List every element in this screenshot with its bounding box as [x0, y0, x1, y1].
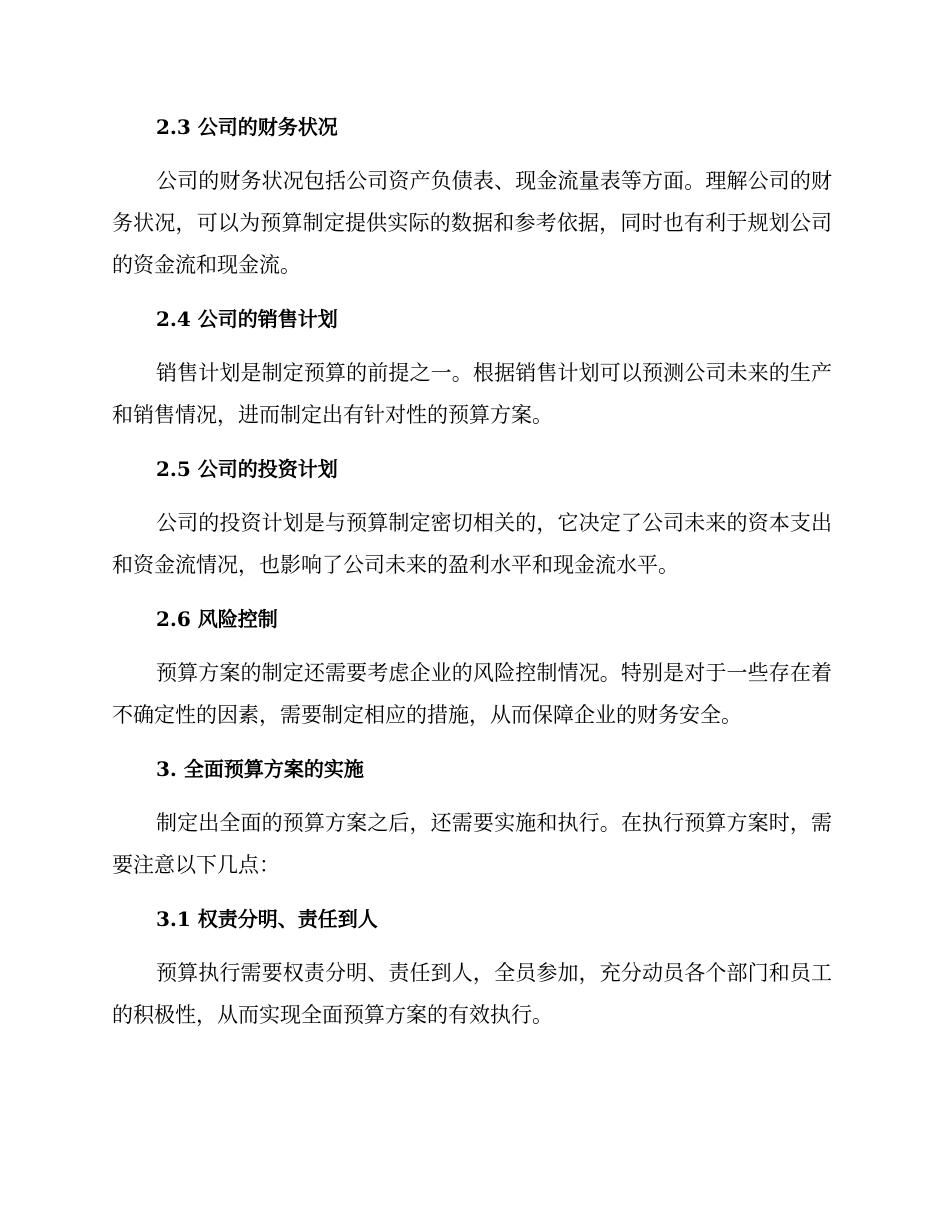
section-heading-2-3: 2.3 公司的财务状况	[156, 115, 338, 139]
section-heading-3-1: 3.1 权责分明、责任到人	[156, 907, 378, 931]
section-paragraph-2-6: 预算方案的制定还需要考虑企业的风险控制情况。特别是对于一些存在着不确定性的因素，需要制定相应的措施，从而保障企业的财务安全。	[112, 661, 832, 727]
section-paragraph-2-3: 公司的财务状况包括公司资产负债表、现金流量表等方面。理解公司的财务状况，可以为预算制定提供实际的数据和参考依据，同时也有利于规划公司的资金流和现金流。	[112, 169, 832, 277]
section-heading-2-4: 2.4 公司的销售计划	[156, 307, 338, 331]
section-heading-2-6: 2.6 风险控制	[156, 607, 278, 631]
document-body	[112, 112, 832, 1036]
section-paragraph-2-5: 公司的投资计划是与预算制定密切相关的，它决定了公司未来的资本支出和资金流情况，也影响了公司未来的盈利水平和现金流水平。	[112, 511, 832, 577]
section-heading-3: 3. 全面预算方案的实施	[156, 757, 364, 781]
section-paragraph-2-4: 销售计划是制定预算的前提之一。根据销售计划可以预测公司未来的生产和销售情况，进而制定出有针对性的预算方案。	[112, 361, 832, 427]
section-paragraph-3: 制定出全面的预算方案之后，还需要实施和执行。在执行预算方案时，需要注意以下几点：	[112, 811, 832, 877]
section-heading-2-5: 2.5 公司的投资计划	[156, 457, 338, 481]
section-paragraph-3-1: 预算执行需要权责分明、责任到人，全员参加，充分动员各个部门和员工的积极性，从而实现全面预算方案的有效执行。	[112, 961, 832, 1027]
